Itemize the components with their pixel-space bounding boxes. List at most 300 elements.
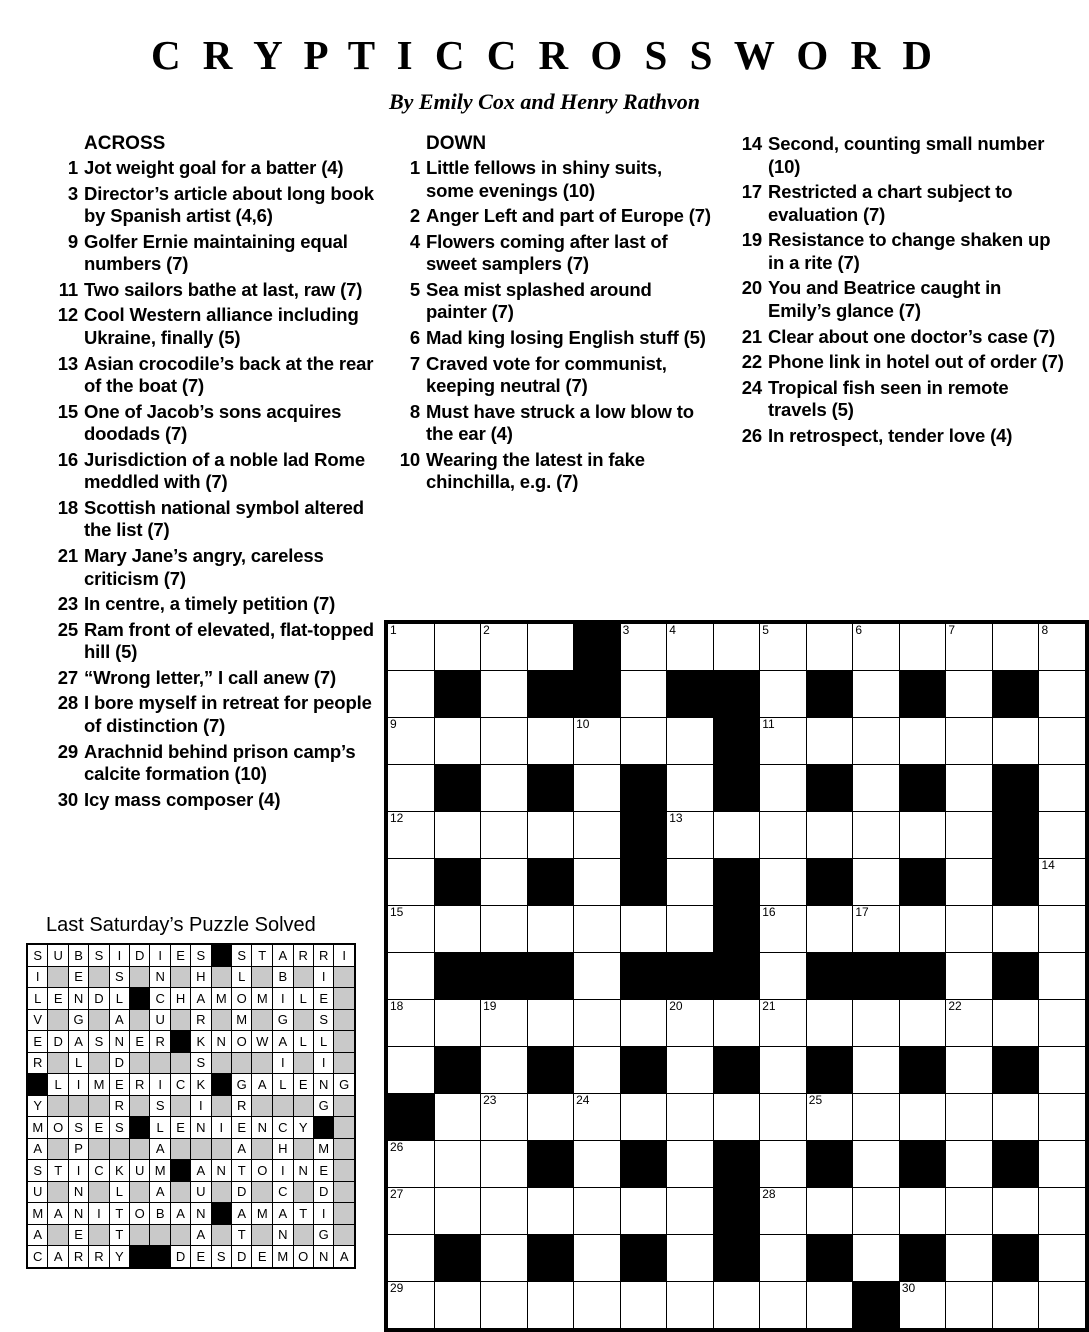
solved-shaded-cell: [89, 1052, 109, 1074]
grid-cell[interactable]: [946, 624, 993, 671]
down-clue: [734, 277, 1064, 322]
puzzle-grid-wrapper: [384, 620, 1089, 1332]
grid-cell[interactable]: [574, 765, 621, 812]
grid-cell[interactable]: [992, 718, 1039, 765]
grid-cell[interactable]: [806, 812, 853, 859]
grid-cell[interactable]: [388, 1047, 435, 1094]
solved-letter-cell: I: [273, 1160, 293, 1182]
grid-block-cell: [527, 953, 574, 1000]
solved-letter-cell: L: [150, 1117, 170, 1139]
grid-cell[interactable]: [574, 906, 621, 953]
grid-cell[interactable]: [481, 812, 528, 859]
grid-cell[interactable]: [1039, 1188, 1086, 1235]
solved-shaded-cell: [211, 1052, 231, 1074]
solved-letter-cell: A: [48, 1246, 68, 1268]
grid-cell[interactable]: [760, 1094, 807, 1141]
grid-cell[interactable]: [481, 1094, 528, 1141]
solved-letter-cell: A: [27, 1138, 48, 1160]
grid-cell[interactable]: [760, 1188, 807, 1235]
grid-cell[interactable]: [481, 1141, 528, 1188]
solved-shaded-cell: [89, 1181, 109, 1203]
grid-cell[interactable]: [388, 671, 435, 718]
grid-cell[interactable]: [1039, 671, 1086, 718]
solved-letter-cell: A: [170, 1203, 190, 1225]
solved-shaded-cell: [273, 1095, 293, 1117]
grid-cell[interactable]: [760, 1235, 807, 1282]
grid-cell[interactable]: [853, 718, 900, 765]
solved-shaded-cell: [68, 1095, 88, 1117]
page-title: C R Y P T I C C R O S S W O R D: [150, 32, 939, 78]
grid-cell[interactable]: [481, 1000, 528, 1047]
solved-row: [27, 1203, 355, 1225]
grid-cell[interactable]: [574, 718, 621, 765]
grid-cell[interactable]: [853, 1000, 900, 1047]
grid-cell[interactable]: [946, 1094, 993, 1141]
grid-cell[interactable]: [527, 1188, 574, 1235]
grid-cell[interactable]: [806, 1282, 853, 1329]
clue-number: 22: [741, 351, 762, 373]
grid-cell[interactable]: [434, 1094, 481, 1141]
grid-cell[interactable]: [481, 1282, 528, 1329]
solved-shaded-cell: [293, 1009, 313, 1031]
grid-cell[interactable]: [481, 624, 528, 671]
grid-cell[interactable]: [806, 1094, 853, 1141]
grid-cell[interactable]: [481, 906, 528, 953]
grid-cell[interactable]: [1039, 1094, 1086, 1141]
solved-letter-cell: R: [89, 1246, 109, 1268]
grid-cell[interactable]: [434, 1282, 481, 1329]
solved-letter-cell: E: [313, 1160, 333, 1182]
solved-letter-cell: M: [27, 1203, 48, 1225]
grid-cell[interactable]: [992, 624, 1039, 671]
grid-cell[interactable]: [667, 1141, 714, 1188]
clue-number: 28: [57, 692, 78, 714]
down-column-right: [734, 133, 1064, 450]
grid-cell[interactable]: [388, 1282, 435, 1329]
grid-cell[interactable]: [620, 718, 667, 765]
grid-block-cell: [806, 671, 853, 718]
grid-cell[interactable]: [667, 1047, 714, 1094]
grid-block-cell: [574, 624, 621, 671]
grid-cell[interactable]: [527, 718, 574, 765]
clue-text: Must have struck a low blow to the ear (4): [426, 400, 694, 445]
grid-cell-number: 21: [762, 999, 776, 1013]
grid-cell[interactable]: [1039, 765, 1086, 812]
grid-cell[interactable]: [481, 1235, 528, 1282]
grid-block-cell: [713, 906, 760, 953]
grid-cell[interactable]: [899, 1282, 946, 1329]
solved-letter-cell: S: [68, 1117, 88, 1139]
solved-letter-cell: N: [273, 1224, 293, 1246]
solved-letter-cell: E: [68, 1224, 88, 1246]
solved-letter-cell: A: [273, 1031, 293, 1053]
solved-letter-cell: H: [191, 966, 211, 988]
grid-cell[interactable]: [760, 671, 807, 718]
grid-cell[interactable]: [946, 1282, 993, 1329]
grid-block-cell: [992, 953, 1039, 1000]
clue-text: Second, counting small number (10): [768, 133, 1045, 177]
grid-cell[interactable]: [853, 1141, 900, 1188]
grid-cell[interactable]: [1039, 812, 1086, 859]
solved-shaded-cell: [89, 1009, 109, 1031]
solved-letter-cell: T: [293, 1203, 313, 1225]
solved-letter-cell: E: [293, 1074, 313, 1096]
grid-cell[interactable]: [1039, 1282, 1086, 1329]
grid-cell[interactable]: [434, 624, 481, 671]
grid-cell[interactable]: [667, 624, 714, 671]
grid-cell[interactable]: [806, 1188, 853, 1235]
grid-cell[interactable]: [853, 765, 900, 812]
grid-cell[interactable]: [946, 1235, 993, 1282]
grid-cell[interactable]: [760, 1047, 807, 1094]
solved-letter-cell: S: [191, 1052, 211, 1074]
grid-cell[interactable]: [527, 624, 574, 671]
grid-cell[interactable]: [946, 718, 993, 765]
grid-cell[interactable]: [760, 765, 807, 812]
grid-cell[interactable]: [760, 624, 807, 671]
grid-cell[interactable]: [620, 906, 667, 953]
grid-cell[interactable]: [620, 1282, 667, 1329]
grid-cell[interactable]: [713, 1000, 760, 1047]
grid-cell[interactable]: [899, 624, 946, 671]
grid-cell[interactable]: [1039, 718, 1086, 765]
grid-cell[interactable]: [760, 859, 807, 906]
grid-cell-number: 6: [855, 623, 862, 637]
grid-block-cell: [667, 953, 714, 1000]
grid-cell[interactable]: [434, 1188, 481, 1235]
solved-letter-cell: D: [109, 1052, 129, 1074]
solved-letter-cell: M: [313, 1138, 333, 1160]
solved-letter-cell: G: [313, 1224, 333, 1246]
grid-cell[interactable]: [574, 953, 621, 1000]
grid-block-cell: [899, 859, 946, 906]
grid-cell[interactable]: [667, 1235, 714, 1282]
solved-letter-cell: S: [313, 1009, 333, 1031]
grid-cell[interactable]: [760, 906, 807, 953]
grid-cell[interactable]: [992, 1188, 1039, 1235]
grid-cell[interactable]: [713, 624, 760, 671]
grid-cell[interactable]: [481, 1047, 528, 1094]
solved-letter-cell: E: [170, 944, 190, 966]
grid-cell[interactable]: [713, 1282, 760, 1329]
grid-cell[interactable]: [481, 859, 528, 906]
solved-letter-cell: U: [150, 1009, 170, 1031]
solved-shaded-cell: [252, 1224, 273, 1246]
grid-cell[interactable]: [899, 906, 946, 953]
solved-letter-cell: N: [211, 1031, 231, 1053]
grid-row: [388, 1141, 1086, 1188]
grid-cell[interactable]: [388, 1235, 435, 1282]
solved-block-cell: [211, 944, 231, 966]
solved-letter-cell: N: [313, 1074, 333, 1096]
grid-cell[interactable]: [481, 765, 528, 812]
grid-cell[interactable]: [853, 1188, 900, 1235]
grid-cell[interactable]: [574, 1047, 621, 1094]
grid-cell[interactable]: [1039, 953, 1086, 1000]
clue-text: Ram front of elevated, flat-topped hill (5): [84, 618, 374, 663]
grid-cell[interactable]: [899, 1188, 946, 1235]
grid-cell[interactable]: [388, 1000, 435, 1047]
grid-cell[interactable]: [1039, 906, 1086, 953]
grid-cell[interactable]: [388, 859, 435, 906]
grid-cell[interactable]: [434, 812, 481, 859]
solved-row: [27, 1224, 355, 1246]
solved-letter-cell: U: [27, 1181, 48, 1203]
down-clue: [392, 279, 712, 324]
grid-cell[interactable]: [434, 1000, 481, 1047]
grid-cell[interactable]: [667, 812, 714, 859]
solved-letter-cell: P: [68, 1138, 88, 1160]
grid-cell[interactable]: [527, 1000, 574, 1047]
grid-cell[interactable]: [434, 906, 481, 953]
grid-cell[interactable]: [713, 1094, 760, 1141]
grid-cell-number: 10: [576, 717, 590, 731]
grid-cell[interactable]: [527, 1282, 574, 1329]
solved-letter-cell: R: [293, 944, 313, 966]
grid-cell[interactable]: [574, 1282, 621, 1329]
grid-cell[interactable]: [946, 1047, 993, 1094]
solved-row: [27, 1181, 355, 1203]
solved-shaded-cell: [293, 1181, 313, 1203]
grid-cell[interactable]: [853, 1047, 900, 1094]
grid-cell[interactable]: [388, 718, 435, 765]
solved-letter-cell: I: [273, 988, 293, 1010]
grid-cell-number: 27: [390, 1187, 404, 1201]
grid-cell[interactable]: [667, 906, 714, 953]
grid-cell[interactable]: [899, 718, 946, 765]
clue-text: Jot weight goal for a batter (4): [84, 157, 344, 179]
solved-shaded-cell: [191, 1138, 211, 1160]
grid-cell[interactable]: [388, 765, 435, 812]
solved-letter-cell: S: [89, 1031, 109, 1053]
grid-cell[interactable]: [620, 1000, 667, 1047]
solved-letter-cell: R: [130, 1074, 150, 1096]
grid-cell[interactable]: [853, 812, 900, 859]
grid-cell[interactable]: [1039, 859, 1086, 906]
grid-cell[interactable]: [388, 953, 435, 1000]
solved-letter-cell: L: [293, 988, 313, 1010]
grid-cell[interactable]: [574, 1000, 621, 1047]
clue-text: Two sailors bathe at last, raw (7): [84, 278, 363, 300]
grid-cell[interactable]: [946, 671, 993, 718]
grid-cell[interactable]: [806, 906, 853, 953]
grid-block-cell: [713, 1188, 760, 1235]
grid-cell[interactable]: [853, 1235, 900, 1282]
grid-cell[interactable]: [899, 812, 946, 859]
grid-cell[interactable]: [388, 812, 435, 859]
grid-cell-number: 4: [669, 623, 676, 637]
grid-cell[interactable]: [667, 1188, 714, 1235]
grid-cell[interactable]: [1039, 624, 1086, 671]
grid-cell[interactable]: [760, 812, 807, 859]
grid-cell[interactable]: [434, 1141, 481, 1188]
grid-cell[interactable]: [946, 1188, 993, 1235]
solved-letter-cell: R: [231, 1095, 251, 1117]
solved-shaded-cell: [211, 1095, 231, 1117]
grid-block-cell: [713, 671, 760, 718]
solved-shaded-cell: [48, 1138, 68, 1160]
solved-letter-cell: C: [273, 1181, 293, 1203]
grid-cell[interactable]: [667, 859, 714, 906]
grid-block-cell: [806, 1047, 853, 1094]
grid-cell[interactable]: [620, 1094, 667, 1141]
byline: By Emily Cox and Henry Rathvon: [388, 89, 701, 115]
solved-letter-cell: O: [231, 1031, 251, 1053]
solved-shaded-cell: [334, 1224, 355, 1246]
solved-shaded-cell: [334, 1203, 355, 1225]
solved-letter-cell: O: [130, 1203, 150, 1225]
grid-cell[interactable]: [1039, 1000, 1086, 1047]
clue-text: In centre, a timely petition (7): [84, 593, 336, 615]
solved-letter-cell: N: [252, 1117, 273, 1139]
solved-shaded-cell: [334, 988, 355, 1010]
grid-cell[interactable]: [946, 1000, 993, 1047]
grid-block-cell: [620, 1047, 667, 1094]
solved-letter-cell: S: [231, 944, 251, 966]
grid-cell[interactable]: [481, 718, 528, 765]
grid-block-cell: [434, 671, 481, 718]
grid-cell[interactable]: [806, 624, 853, 671]
grid-cell[interactable]: [853, 671, 900, 718]
grid-cell[interactable]: [760, 718, 807, 765]
grid-cell[interactable]: [992, 1000, 1039, 1047]
grid-cell[interactable]: [527, 812, 574, 859]
solved-shaded-cell: [48, 1052, 68, 1074]
grid-cell[interactable]: [760, 1282, 807, 1329]
solved-letter-cell: M: [273, 1246, 293, 1268]
grid-cell[interactable]: [992, 1282, 1039, 1329]
grid-cell[interactable]: [667, 1000, 714, 1047]
grid-cell[interactable]: [760, 1141, 807, 1188]
solved-letter-cell: T: [231, 1224, 251, 1246]
across-clue: [50, 157, 380, 180]
grid-cell[interactable]: [946, 765, 993, 812]
clue-text: Asian crocodile’s back at the rear of the boat (7): [84, 352, 374, 397]
solved-shaded-cell: [170, 1224, 190, 1246]
grid-cell[interactable]: [620, 1188, 667, 1235]
grid-cell[interactable]: [574, 859, 621, 906]
grid-cell[interactable]: [760, 953, 807, 1000]
grid-cell[interactable]: [806, 718, 853, 765]
solved-shaded-cell: [170, 1138, 190, 1160]
grid-cell[interactable]: [946, 859, 993, 906]
grid-cell[interactable]: [1039, 1047, 1086, 1094]
clue-number: 8: [409, 400, 420, 422]
grid-cell[interactable]: [667, 718, 714, 765]
grid-row: [388, 1094, 1086, 1141]
grid-cell[interactable]: [574, 1141, 621, 1188]
solved-shaded-cell: [293, 1052, 313, 1074]
grid-row: [388, 1282, 1086, 1329]
solved-letter-cell: C: [273, 1117, 293, 1139]
solved-letter-cell: I: [68, 1160, 88, 1182]
grid-cell[interactable]: [853, 859, 900, 906]
grid-cell[interactable]: [388, 624, 435, 671]
grid-cell[interactable]: [992, 1094, 1039, 1141]
grid-cell[interactable]: [481, 671, 528, 718]
grid-cell[interactable]: [946, 906, 993, 953]
grid-cell-number: 2: [483, 623, 490, 637]
grid-cell[interactable]: [853, 906, 900, 953]
grid-cell[interactable]: [946, 812, 993, 859]
grid-cell[interactable]: [388, 1188, 435, 1235]
grid-block-cell: [899, 1047, 946, 1094]
clue-number: 20: [741, 277, 762, 299]
grid-cell[interactable]: [853, 624, 900, 671]
grid-cell[interactable]: [620, 624, 667, 671]
solved-letter-cell: G: [68, 1009, 88, 1031]
grid-cell[interactable]: [527, 1094, 574, 1141]
grid-block-cell: [527, 671, 574, 718]
clue-number: 5: [409, 278, 420, 300]
solved-shaded-cell: [89, 1138, 109, 1160]
grid-cell[interactable]: [1039, 1141, 1086, 1188]
grid-cell[interactable]: [713, 812, 760, 859]
solved-letter-cell: L: [48, 1074, 68, 1096]
grid-cell[interactable]: [992, 906, 1039, 953]
solved-letter-cell: G: [273, 1009, 293, 1031]
grid-cell[interactable]: [574, 1094, 621, 1141]
grid-cell[interactable]: [527, 906, 574, 953]
grid-cell[interactable]: [1039, 1235, 1086, 1282]
grid-cell[interactable]: [574, 1235, 621, 1282]
solved-letter-cell: E: [27, 1031, 48, 1053]
solved-letter-cell: B: [68, 944, 88, 966]
grid-cell[interactable]: [853, 1094, 900, 1141]
grid-cell[interactable]: [574, 812, 621, 859]
grid-cell[interactable]: [667, 1094, 714, 1141]
solved-shaded-cell: [130, 1224, 150, 1246]
solved-letter-cell: N: [68, 1203, 88, 1225]
grid-row: [388, 1235, 1086, 1282]
grid-cell[interactable]: [574, 1188, 621, 1235]
grid-cell[interactable]: [388, 1141, 435, 1188]
grid-cell[interactable]: [760, 1000, 807, 1047]
solved-letter-cell: G: [334, 1074, 355, 1096]
grid-cell[interactable]: [899, 1094, 946, 1141]
grid-cell[interactable]: [806, 1000, 853, 1047]
down-clue: [734, 229, 1064, 274]
solved-letter-cell: I: [89, 1203, 109, 1225]
grid-row: [388, 859, 1086, 906]
grid-cell[interactable]: [946, 953, 993, 1000]
grid-row: [388, 1000, 1086, 1047]
grid-cell[interactable]: [434, 718, 481, 765]
grid-cell[interactable]: [620, 671, 667, 718]
grid-cell[interactable]: [667, 765, 714, 812]
across-clue: [50, 497, 380, 542]
solved-shaded-cell: [293, 1138, 313, 1160]
solved-letter-cell: A: [150, 1138, 170, 1160]
across-clue: [50, 593, 380, 616]
grid-block-cell: [899, 765, 946, 812]
grid-cell[interactable]: [388, 906, 435, 953]
clue-number: 12: [57, 304, 78, 326]
grid-cell[interactable]: [946, 1141, 993, 1188]
grid-cell[interactable]: [667, 1282, 714, 1329]
solved-shaded-cell: [48, 966, 68, 988]
solved-letter-cell: E: [89, 1117, 109, 1139]
grid-cell[interactable]: [481, 1188, 528, 1235]
solved-block-cell: [211, 1203, 231, 1225]
grid-cell[interactable]: [899, 1000, 946, 1047]
clue-number: 9: [67, 230, 78, 252]
solved-letter-cell: D: [170, 1246, 190, 1268]
solved-letter-cell: A: [191, 988, 211, 1010]
grid-block-cell: [713, 859, 760, 906]
clue-text: Scottish national symbol altered the list (7): [84, 496, 364, 541]
puzzle-grid[interactable]: [387, 623, 1086, 1329]
